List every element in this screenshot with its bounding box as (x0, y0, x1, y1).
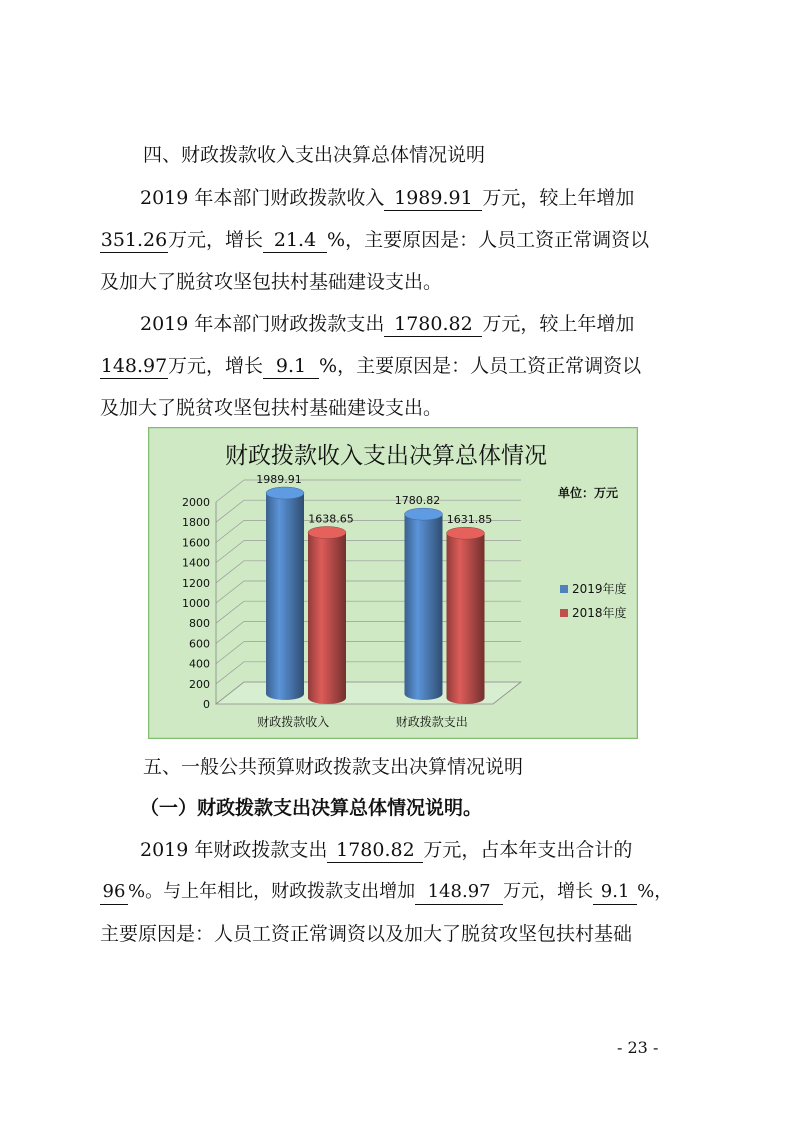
data-label: 1638.65 (308, 512, 354, 526)
share-value: 96 (100, 880, 128, 905)
y-tick-label: 1200 (182, 576, 210, 590)
y-tick-label: 200 (189, 677, 210, 691)
growth-value: 9.1 (593, 880, 637, 905)
legend-label: 2019年度 (572, 582, 627, 596)
income-increase-value: 351.26 (100, 229, 168, 251)
para2-line3: 及加大了脱贫攻坚包扶村基础建设支出。 (100, 397, 443, 419)
para3-line3: 主要原因是：人员工资正常调资以及加大了脱贫攻坚包扶村基础 (100, 923, 633, 945)
y-tick-label: 400 (189, 657, 210, 671)
para3-line2: 96 %。与上年相比，财政拨款支出增加 148.97 万元，增长 9.1 %， (100, 875, 672, 909)
bar-2018年度-财政拨款收入 (308, 532, 346, 704)
para2-line1: 2019 年本部门财政拨款支出 1780.82 万元，较上年增加 (140, 313, 635, 335)
category-label: 财政拨款收入 (257, 715, 330, 729)
y-tick-label: 1000 (182, 597, 210, 610)
y-tick-label: 800 (189, 617, 210, 631)
legend-swatch (560, 585, 568, 593)
bar-chart (148, 427, 638, 739)
bar-2018年度-财政拨款支出 (447, 533, 485, 704)
y-tick-label: 1600 (182, 536, 210, 550)
y-tick-label: 1800 (182, 516, 210, 530)
y-tick-label: 1400 (182, 556, 210, 570)
category-label: 财政拨款支出 (395, 715, 468, 729)
y-tick-label: 600 (189, 637, 210, 651)
chart-title: 财政拨款收入支出决算总体情况 (225, 443, 547, 469)
bar-2019年度-财政拨款支出 (405, 514, 443, 700)
bar-2019年度-财政拨款收入 (266, 493, 304, 700)
data-label: 1631.85 (446, 513, 493, 527)
expense-increase-value: 148.97 (100, 355, 168, 377)
para1-line2: 351.26万元，增长 21.4 %，主要原因是：人员工资正常调资以 (100, 229, 650, 251)
para1-line1: 2019 年本部门财政拨款收入 1989.91 万元，较上年增加 (140, 187, 635, 209)
page-number: - 23 - (617, 1038, 659, 1057)
expense-growth-value: 9.1 (263, 354, 319, 379)
section4-heading: 四、财政拨款收入支出决算总体情况说明 (143, 144, 486, 166)
legend-swatch (560, 609, 568, 617)
para1-line3: 及加大了脱贫攻坚包扶村基础建设支出。 (100, 271, 443, 293)
income-2019-value: 1989.91 (384, 186, 482, 211)
y-tick-label: 2000 (182, 496, 210, 509)
section5-heading: 五、一般公共预算财政拨款支出决算情况说明 (143, 756, 524, 778)
increase-value: 148.97 (415, 880, 503, 905)
expense-value: 1780.82 (327, 838, 423, 863)
expense-2019-value: 1780.82 (384, 312, 482, 337)
para3-line1: 2019 年财政拨款支出 1780.82 万元，占本年支出合计的 (140, 839, 633, 861)
data-label: 1989.91 (256, 473, 302, 487)
bar-top (405, 508, 443, 520)
para2-line2: 148.97万元，增长 9.1 %，主要原因是：人员工资正常调资以 (100, 355, 642, 377)
bar-top (266, 487, 304, 499)
bar-top (308, 526, 346, 538)
income-growth-value: 21.4 (263, 228, 327, 253)
legend-label: 2018年度 (572, 606, 627, 620)
bar-top (447, 527, 485, 539)
y-tick-label: 0 (203, 698, 210, 711)
chart-unit-label: 单位：万元 (558, 486, 619, 500)
data-label: 1780.82 (394, 494, 441, 508)
section5-sub1: （一）财政拨款支出决算总体情况说明。 (140, 797, 483, 819)
